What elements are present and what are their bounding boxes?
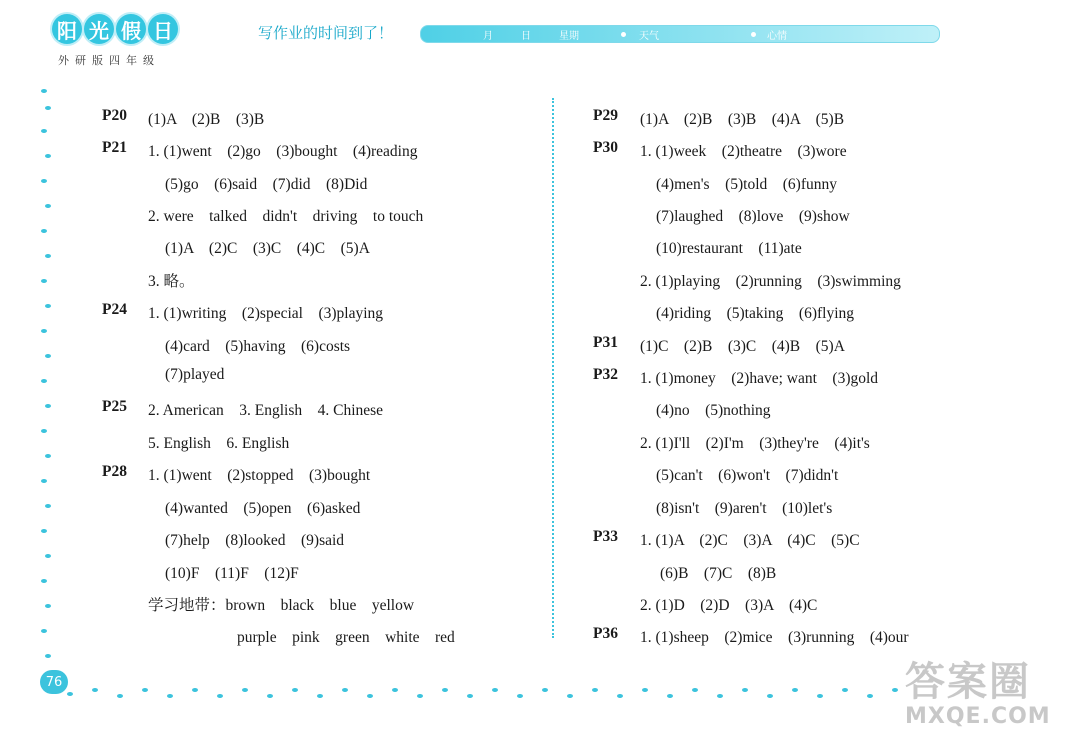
header-slogan: 写作业的时间到了！ <box>258 24 394 42</box>
answer-line: 1. (1)went (2)go (3)bought (4)reading <box>148 143 418 160</box>
page-ref: P28 <box>102 463 127 480</box>
answer-line: 学习地带：brown black blue yellow <box>148 597 415 614</box>
bar-dot-icon <box>751 32 756 37</box>
day-label: 日 <box>521 30 531 42</box>
answer-line: (1)A (2)C (3)C (4)C (5)A <box>165 240 370 257</box>
page-ref: P30 <box>593 139 618 156</box>
page-ref: P32 <box>593 366 618 383</box>
logo-char: 光 <box>84 14 114 44</box>
answer-line: (10)F (11)F (12)F <box>165 565 299 582</box>
answer-line: 1. (1)A (2)C (3)A (4)C (5)C <box>640 532 860 549</box>
column-divider <box>552 98 554 638</box>
month-label: 月 <box>483 30 493 42</box>
answer-line: (1)C (2)B (3)C (4)B (5)A <box>640 338 845 355</box>
page-ref: P29 <box>593 107 618 124</box>
page-ref: P31 <box>593 334 618 351</box>
logo-char: 日 <box>148 14 178 44</box>
answer-line: (1)A (2)B (3)B (4)A (5)B <box>640 111 845 128</box>
bar-dot-icon <box>621 32 626 37</box>
bottom-decorative-border <box>60 684 910 704</box>
answer-line: (5)can't (6)won't (7)didn't <box>656 467 839 484</box>
answer-line: 2. (1)D (2)D (3)A (4)C <box>640 597 818 614</box>
answer-line: (4)card (5)having (6)costs <box>165 338 351 355</box>
answer-line: 1. (1)sheep (2)mice (3)running (4)our <box>640 629 909 646</box>
page-ref: P25 <box>102 398 127 415</box>
answer-line: purple pink green white red <box>237 629 455 646</box>
answer-line: (7)laughed (8)love (9)show <box>656 208 850 225</box>
page-ref: P24 <box>102 301 127 318</box>
answer-line: (5)go (6)said (7)did (8)Did <box>165 176 368 193</box>
answer-line: 1. (1)went (2)stopped (3)bought <box>148 467 371 484</box>
answer-line: (7)help (8)looked (9)said <box>165 532 345 549</box>
logo-char: 假 <box>116 14 146 44</box>
page-ref: P36 <box>593 625 618 642</box>
page-ref: P21 <box>102 139 127 156</box>
page-ref: P20 <box>102 107 127 124</box>
answer-line: (4)men's (5)told (6)funny <box>656 176 838 193</box>
page-ref: P33 <box>593 528 618 545</box>
answer-line: 2. American 3. English 4. Chinese <box>148 402 384 419</box>
logo-char: 阳 <box>52 14 82 44</box>
answer-line: 2. (1)playing (2)running (3)swimming <box>640 273 901 290</box>
answer-line: 1. (1)writing (2)special (3)playing <box>148 305 384 322</box>
answer-line: (4)riding (5)taking (6)flying <box>656 305 855 322</box>
answer-line: 2. (1)I'll (2)I'm (3)they're (4)it's <box>640 435 870 452</box>
answer-line: (6)B (7)C (8)B <box>660 565 777 582</box>
answer-line: (1)A (2)B (3)B <box>148 111 265 128</box>
watermark-url: MXQE.COM <box>905 704 1051 729</box>
answer-line: 3. 略。 <box>148 273 195 290</box>
watermark <box>905 660 1075 745</box>
answer-line: (4)no (5)nothing <box>656 402 771 419</box>
answer-line: (8)isn't (9)aren't (10)let's <box>656 500 833 517</box>
answer-line: (4)wanted (5)open (6)asked <box>165 500 361 517</box>
answer-line: 5. English 6. English <box>148 435 290 452</box>
mood-label: 心情 <box>767 30 787 42</box>
answer-line: (10)restaurant (11)ate <box>656 240 802 257</box>
weather-label: 天气 <box>639 30 659 42</box>
page-number: 76 <box>40 670 68 694</box>
answer-line: 2. were talked didn't driving to touch <box>148 208 424 225</box>
weekday-label: 星期 <box>559 30 579 42</box>
grade-label: 外研版四年级 <box>58 54 160 67</box>
watermark-title: 答案圈 <box>905 659 1031 705</box>
answer-line: 1. (1)money (2)have; want (3)gold <box>640 370 879 387</box>
date-weather-bar <box>420 25 940 43</box>
answer-line: 1. (1)week (2)theatre (3)wore <box>640 143 847 160</box>
answer-line: (7)played <box>165 366 225 383</box>
left-decorative-border <box>38 86 58 676</box>
book-logo <box>52 14 178 44</box>
